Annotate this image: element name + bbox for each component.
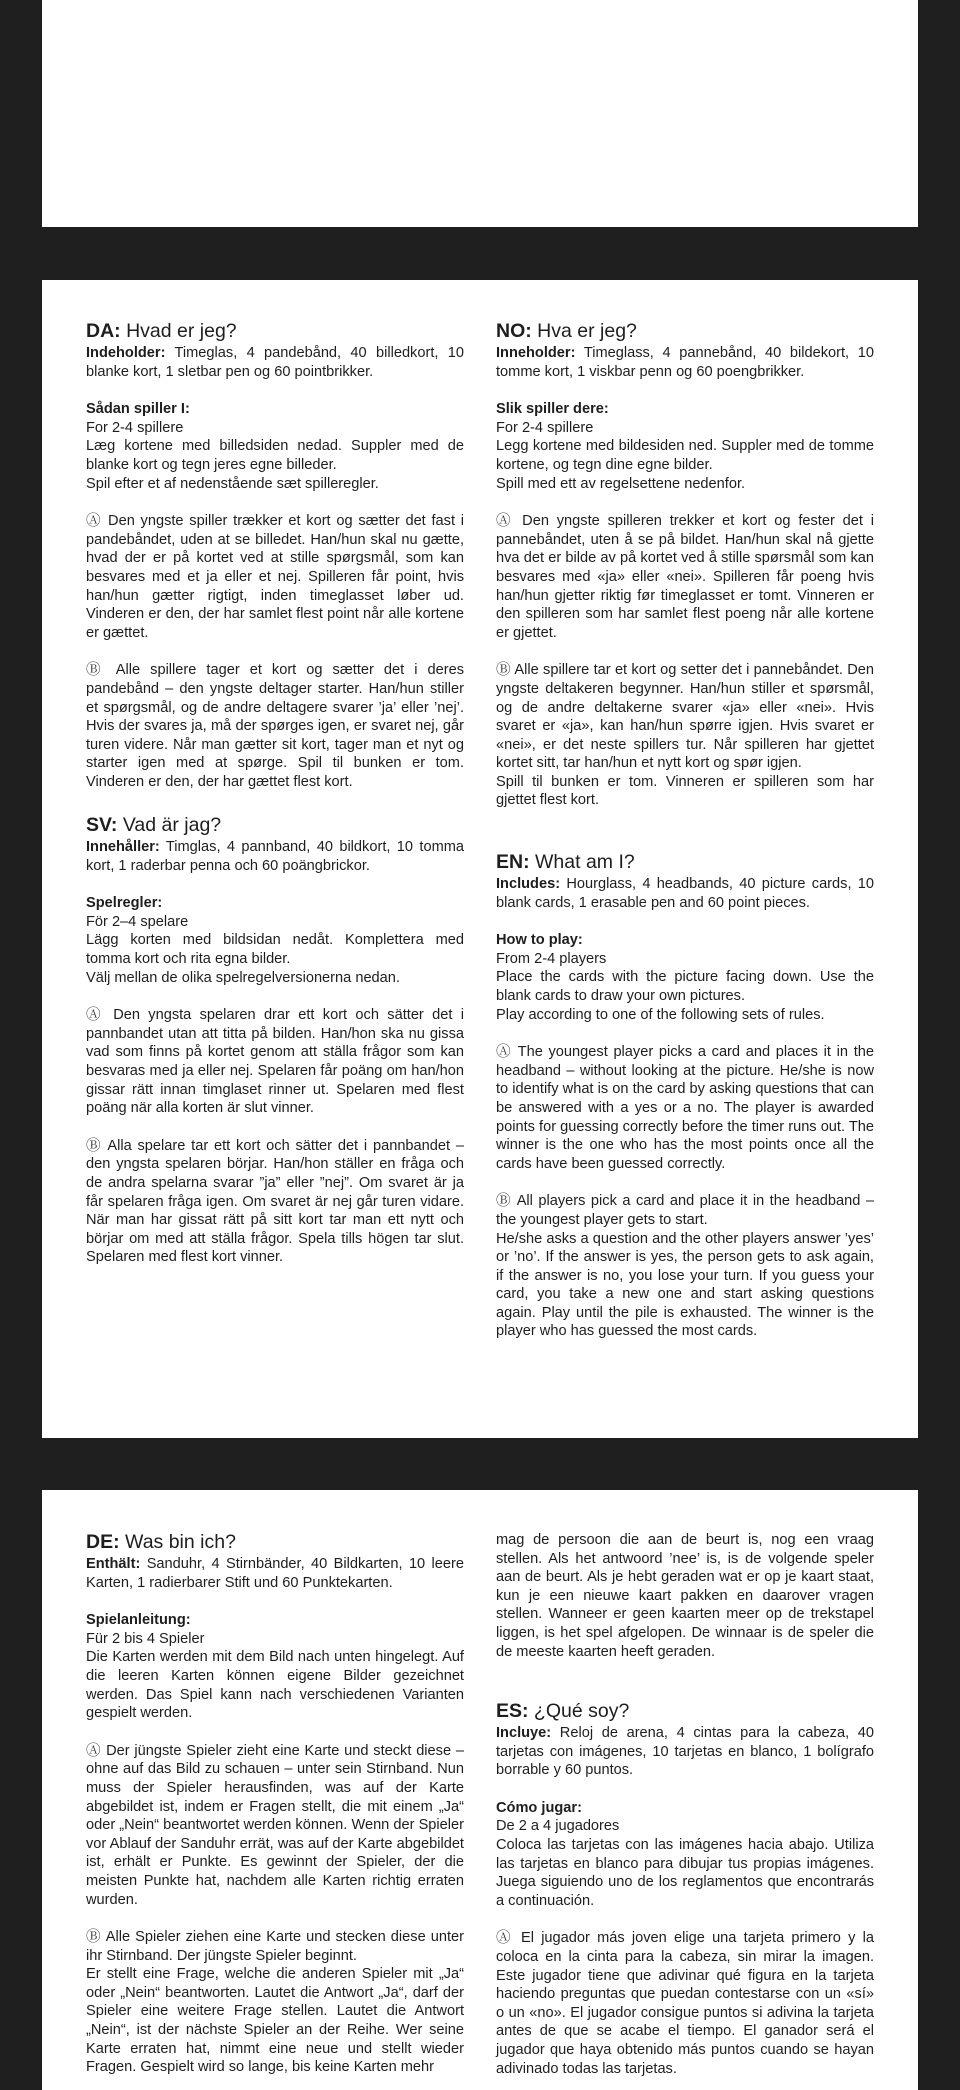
section-swedish (86, 813, 464, 1267)
section-heading (496, 850, 874, 874)
contents-text: Sanduhr, 4 Stirnbänder, 40 Bildkarten, 10 leere Karten, 1 radierbarer Stift und 60 Punktekarten. (86, 1556, 464, 1591)
contents-paragraph (86, 1555, 464, 1592)
rule-a-paragraph: Ⓐ The youngest player picks a card and places it in the headband – without looking at the picture. He/she is now to identify what is on the card by asking questions that can be answered with a yes or a no. The player is awarded points for guessing correctly before the timer runs out. The winner is the one who has the most points once all the cards have been guessed correctly. (496, 1044, 874, 1172)
rule-a-paragraph: Ⓐ Den yngste spiller trækker et kort og sætter det fast i pandebåndet, uden at se billedet. Han/hun skal nu gætte, hvad der er på kortet ved at stille spørgsmål, som kan besvares med et ja eller et nej. Spilleren får point, hvis han/hun gætter rigtigt, inden timeglasset løber ud. Vinderen er den, der har samlet flest point når alle kortene er gættet. (86, 513, 464, 641)
howto-line: Välj mellan de olika spelregelversionerna nedan. (86, 969, 400, 986)
section-english (496, 850, 874, 1341)
contents-paragraph (496, 1724, 874, 1780)
language-code: EN: (496, 851, 530, 873)
section-heading (86, 319, 464, 343)
dutch-rule-b-continuation: mag de persoon die aan de beurt is, nog een vraag stellen. Als het antwoord ’nee’ is, is de volgende speler aan de beurt. Als je hebt geraden wat er op je kaart staat, kun je een nieuwe kaart pakken en daarover vragen stellen. Wanneer er geen kaarten meer op de trekstapel liggen, is het spel afgelopen. De winnaar is de speler die de meeste kaarten heeft geraden. (496, 1532, 874, 1660)
howto-line: Spil efter et af nedenstående sæt spilleregler. (86, 475, 379, 492)
howto-line: For 2-4 spillere (496, 419, 594, 436)
language-code: ES: (496, 1700, 529, 1722)
howto-label: Slik spiller dere: (496, 401, 609, 418)
section-heading (496, 1699, 874, 1723)
contents-label: Innehåller: (86, 839, 160, 855)
howto-line: Coloca las tarjetas con las imágenes hacia abajo. Utiliza las tarjetas en blanco para dibujar tus propias imágenes. Juega siguiendo uno de los reglamentos que encontrarás a continuación. (496, 1836, 874, 1909)
contents-paragraph (496, 875, 874, 912)
howto-line: Place the cards with the picture facing down. Use the blank cards to draw your own pictures. (496, 969, 874, 1004)
contents-text: Hourglass, 4 headbands, 40 picture cards, 10 blank cards, 1 erasable pen and 60 point pieces. (496, 876, 874, 911)
section-danish (86, 319, 464, 791)
language-code: SV: (86, 814, 118, 836)
section-heading (496, 319, 874, 343)
section-heading (86, 1530, 464, 1554)
rule-b-paragraph: Er stellt eine Frage, welche die anderen Spieler mit „Ja“ oder „Nein“ beantworten. Lautet die Antwort „Ja“, darf der Spieler eine weitere Frage stellen. Lautet die Antwort „Nein“, ist der nächste Spieler an der Reihe. Wer seine Karte erraten hat, nimmt eine neue und stellt wieder Fragen. Gespielt wird so lange, bis keine Karten mehr (86, 1966, 464, 2076)
section-dutch-continuation (496, 1531, 874, 1661)
howto-line: Play according to one of the following sets of rules. (496, 1006, 825, 1023)
rule-b-paragraph: Ⓑ All players pick a card and place it in the headband – the youngest player gets to start. (496, 1193, 874, 1228)
contents-label: Includes: (496, 876, 561, 892)
contents-paragraph (496, 344, 874, 381)
howto-label: How to play: (496, 932, 583, 949)
howto-line: De 2 a 4 jugadores (496, 1818, 620, 1835)
howto-line: För 2–4 spelare (86, 913, 189, 930)
howto-line: Lägg korten med bildsidan nedåt. Komplettera med tomma kort och rita egna bilder. (86, 932, 464, 967)
contents-label: Indeholder: (86, 345, 166, 361)
section-german (86, 1530, 464, 2077)
howto-line: Læg kortene med billedsiden nedad. Suppler med de blanke kort og tegn jeres egne billeder. (86, 438, 464, 473)
howto-label: Cómo jugar: (496, 1799, 582, 1816)
section-norwegian (496, 319, 874, 810)
howto-label: Spielanleitung: (86, 1612, 191, 1629)
section-title: Was bin ich? (119, 1531, 236, 1553)
rule-b-paragraph: Ⓑ Alle spillere tar et kort og setter det i pannebåndet. Den yngste deltakeren begynner. Han/hun stiller et spørsmål, og de andre deltakerne svarer «ja» eller «nei». Hvis svaret er «ja», kan han/hun spørre igjen. Hvis svaret er «nei», er det neste spillers tur. Når spilleren har gjettet kortet sitt, tar han/hun et nytt kort og spør igjen. (496, 662, 874, 772)
contents-text: Timeglass, 4 pannebånd, 40 bildekort, 10 tomme kort, 1 viskbar penn og 60 poengbrikker. (496, 345, 874, 380)
contents-label: Enthält: (86, 1556, 141, 1572)
language-code: DE: (86, 1531, 120, 1553)
section-spanish (496, 1699, 874, 2078)
contents-text: Timeglas, 4 pandebånd, 40 billedkort, 10 blanke kort, 1 sletbar pen og 60 pointbrikker. (86, 345, 464, 380)
rule-a-paragraph: Ⓐ Den yngsta spelaren drar ett kort och sätter det i pannbandet utan att titta på bilden. Han/hon ska nu gissa vad som finns på kortet genom att ställa frågor som kan besvaras med ja eller nej. Spelaren får poäng om han/hon gissar rätt innan timglaset rinner ut. Spelaren med flest poäng när alla korten är slut vinner. (86, 1007, 464, 1117)
howto-label: Sådan spiller I: (86, 401, 190, 418)
howto-line: Legg kortene med bildesiden ned. Suppler med de tomme kortene, og tegn dine egne bilder. (496, 438, 874, 473)
howto-line: Für 2 bis 4 Spieler (86, 1630, 205, 1647)
section-title: ¿Qué soy? (528, 1700, 630, 1722)
rule-a-paragraph: Ⓐ El jugador más joven elige una tarjeta primero y la coloca en la cinta para la cabeza, sin mirar la imagen. Este jugador tiene que adivinar qué figura en la tarjeta haciendo preguntas que puedan contestarse con un «sí» o un «no». El jugador consigue puntos si adivina la tarjeta antes de que se acabe el tiempo. El ganador será el jugador que haya obtenido más puntos cuando se hayan adivinado todas las tarjetas. (496, 1930, 874, 2077)
section-heading (86, 813, 464, 837)
howto-line: From 2-4 players (496, 950, 607, 967)
rule-b-paragraph: Spill til bunken er tom. Vinneren er spilleren som har gjettet flest kort. (496, 773, 874, 809)
rule-b-paragraph: Ⓑ Alle Spieler ziehen eine Karte und stecken diese unter ihr Stirnband. Der jüngste Spieler beginnt. (86, 1929, 464, 1964)
howto-line: Spill med ett av regelsettene nedenfor. (496, 475, 746, 492)
section-title: Hvad er jeg? (120, 320, 237, 342)
section-title: Vad är jag? (117, 814, 222, 836)
section-title: Hva er jeg? (531, 320, 637, 342)
section-title: What am I? (529, 851, 635, 873)
contents-text: Timglas, 4 pannband, 40 bildkort, 10 tomma kort, 1 raderbar penna och 60 poängbrickor. (86, 839, 464, 874)
howto-line: Die Karten werden mit dem Bild nach unten hingelegt. Auf die leeren Karten können eigene Bilder gezeichnet werden. Das Spiel kann nach verschiedenen Varianten gespielt werden. (86, 1649, 464, 1722)
contents-paragraph (86, 344, 464, 381)
page-top (42, 0, 918, 227)
language-code: DA: (86, 320, 121, 342)
contents-label: Incluye: (496, 1725, 552, 1741)
contents-text: Reloj de arena, 4 cintas para la cabeza, 40 tarjetas con imágenes, 10 tarjetas en blanco, 1 bolígrafo borrable y 60 puntos. (496, 1725, 874, 1779)
contents-label: Inneholder: (496, 345, 576, 361)
rule-b-paragraph: Ⓑ Alle spillere tager et kort og sætter det i deres pandebånd – den yngste deltager starter. Han/hun stiller et spørgsmål, og de andre deltagere svarer ’ja’ eller ’nej’. Hvis der svares ja, må der spørges igen, er svaret nej, går turen videre. Når man gætter sit kort, tager man et nyt og starter igen med at spørge. Spil til bunken er tom. Vinderen er den, der har gættet flest kort. (86, 662, 464, 790)
rule-a-paragraph: Ⓐ Der jüngste Spieler zieht eine Karte und steckt diese – ohne auf das Bild zu schauen – unter sein Stirnband. Nun muss der Spieler herausfinden, was auf der Karte abgebildet ist, indem er Fragen stellt, die mit einem „Ja“ oder „Nein“ beantwortet werden können. Wenn der Spieler vor Ablauf der Sanduhr errät, was auf der Karte abgebildet ist, erhält er Punkte. Es gewinnt der Spieler, der die meisten Punkte hat, nachdem alle Karten richtig erraten wurden. (86, 1742, 464, 1908)
rule-b-paragraph: He/she asks a question and the other players answer ’yes’ or ’no’. If the answer is yes, the person gets to ask again, if the answer is no, you lose your turn. If you guess your card, you take a new one and start asking questions again. Play until the pile is exhausted. The winner is the player who has guessed the most cards. (496, 1230, 874, 1340)
contents-paragraph (86, 838, 464, 875)
howto-label: Spelregler: (86, 895, 163, 912)
howto-line: For 2-4 spillere (86, 419, 184, 436)
rule-b-paragraph: Ⓑ Alla spelare tar ett kort och sätter det i pannbandet – den yngsta spelaren börjar. Han/hon ställer en fråga och de andra spelarna svarar ”ja” eller ”nej”. Om svaret är ja får spelaren fråga igen. Om svaret är nej går turen vidare. När man har gissat rätt på sitt kort tar man ett nytt och börjar om med att ställa frågor. Spela tills högen tar slut. Spelaren med flest kort vinner. (86, 1137, 464, 1266)
rule-a-paragraph: Ⓐ Den yngste spilleren trekker et kort og fester det i pannebåndet, uten å se på bildet. Han/hun skal nå gjette hva det er bilde av på kortet ved å stille spørsmål som kan besvares med «ja» eller «nei». Spilleren får poeng hvis han/hun gjetter riktig før timeglasset er tomt. Vinneren er den spilleren som har samlet flest poeng når alle kortene er gjettet. (496, 513, 874, 641)
language-code: NO: (496, 320, 532, 342)
